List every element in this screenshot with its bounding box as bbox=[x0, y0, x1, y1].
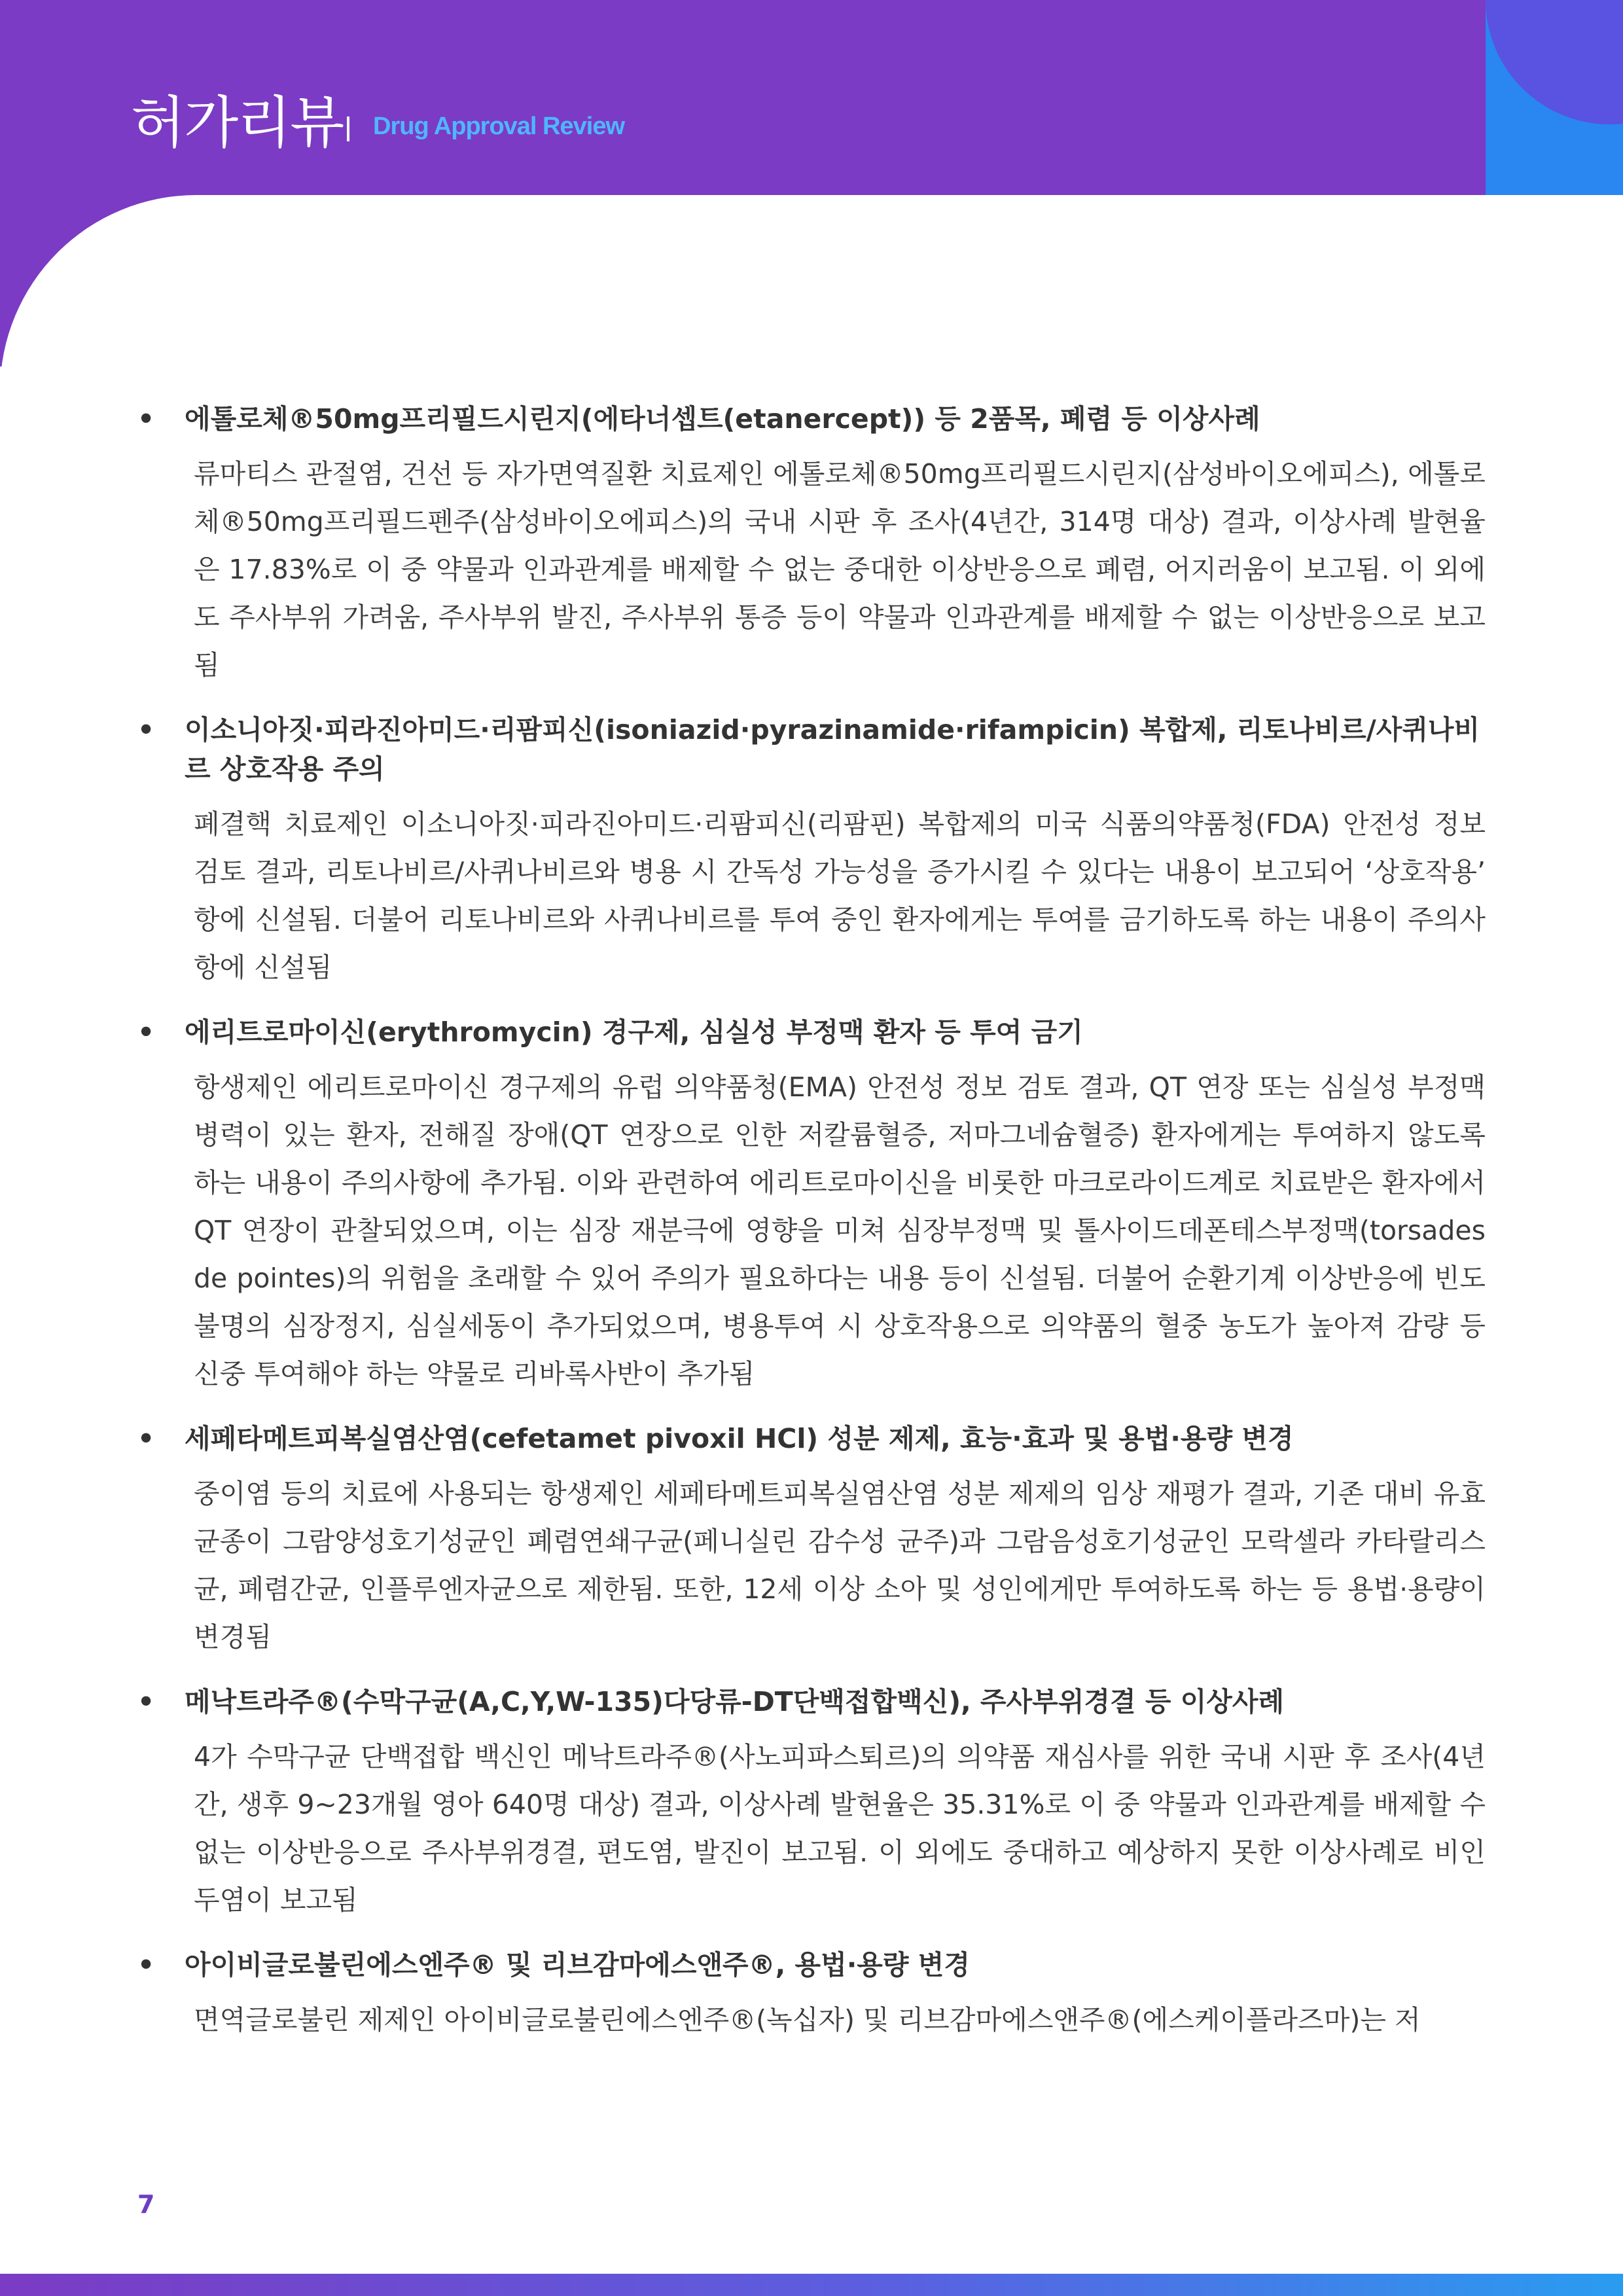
item-title-text: 메낙트라주®(수막구균(A,C,Y,W-135)다당류-DT단백접합백신), 주사부위경결 등 이상사례 bbox=[185, 1686, 1285, 1717]
item-body: 류마티스 관절염, 건선 등 자가면역질환 치료제인 에톨로체®50mg프리필드시린지(삼성바이오에피스), 에톨로체®50mg프리필드펜주(삼성바이오에피스)의 국내 시판 후 조사(4년간, 314명 대상) 결과, 이상사례 발현율은 17.83%로 이 중 약물과 인과관계를 배제할 수 없는 중대한 이상반응으로 폐렴, 어지러움이 보고됨. 이 외에도 주사부위 가려움, 주사부위 발진, 주사부위 통증 등이 약물과 인과관계를 배제할 수 없는 이상반응으로 보고됨 bbox=[194, 458, 1486, 681]
bullet-icon: • bbox=[137, 1949, 155, 1981]
footer-gradient-bar bbox=[0, 2274, 1623, 2296]
item-body: 중이염 등의 치료에 사용되는 항생제인 세페타메트피복실염산염 성분 제제의 임상 재평가 결과, 기존 대비 유효균종이 그람양성호기성균인 폐렴연쇄구균(페니실린 감수성 균주)과 그람음성호기성균인 모락셀라 카타랄리스균, 폐렴간균, 인플루엔자균으로 제한됨. 또한, 12세 이상 소아 및 성인에게만 투여하도록 하는 등 용법·용량이 변경됨 bbox=[194, 1478, 1486, 1653]
item-heading bbox=[137, 399, 1486, 439]
section-title: 허가리뷰 bbox=[131, 90, 344, 156]
list-item bbox=[137, 1419, 1486, 1661]
bullet-icon: • bbox=[137, 1686, 155, 1717]
review-list bbox=[137, 399, 1486, 2065]
bullet-icon: • bbox=[137, 1016, 155, 1048]
bullet-icon: • bbox=[137, 403, 155, 435]
item-title-text: 아이비글로불린에스엔주® 및 리브감마에스앤주®, 용법·용량 변경 bbox=[185, 1949, 970, 1981]
item-title-text: 이소니아짓·피라진아미드·리팜피신(isoniazid·pyrazinamide·rifampicin) 복합제, 리토나비르/사퀴나비르 상호작용 주의 bbox=[185, 714, 1480, 785]
item-body: 폐결핵 치료제인 이소니아짓·피라진아미드·리팜피신(리팜핀) 복합제의 미국 식품의약품청(FDA) 안전성 정보 검토 결과, 리토나비르/사퀴나비르와 병용 시 간독성 가능성을 증가시킬 수 있다는 내용이 보고되어 ‘상호작용’ 항에 신설됨. 더불어 리토나비르와 사퀴나비르를 투여 중인 환자에게는 투여를 금기하도록 하는 내용이 주의사항에 신설됨 bbox=[194, 808, 1486, 983]
list-item bbox=[137, 1013, 1486, 1398]
item-body: 면역글로불린 제제인 아이비글로불린에스엔주®(녹십자) 및 리브감마에스앤주®(에스케이플라즈마)는 저 bbox=[194, 2004, 1421, 2036]
item-heading bbox=[137, 1945, 1486, 1984]
section-subtitle: Drug Approval Review bbox=[373, 113, 625, 140]
list-item bbox=[137, 1682, 1486, 1924]
item-heading bbox=[137, 1419, 1486, 1458]
bullet-icon: • bbox=[137, 1423, 155, 1454]
item-title-text: 세페타메트피복실염산염(cefetamet pivoxil HCl) 성분 제제, 효능·효과 및 용법·용량 변경 bbox=[185, 1423, 1294, 1454]
list-item bbox=[137, 1945, 1486, 2044]
item-title-text: 에톨로체®50mg프리필드시린지(에타너셉트(etanercept)) 등 2품목, 폐렴 등 이상사례 bbox=[185, 403, 1260, 435]
list-item bbox=[137, 710, 1486, 992]
title-separator bbox=[347, 117, 349, 141]
list-item bbox=[137, 399, 1486, 689]
item-heading bbox=[137, 710, 1486, 789]
item-title-text: 에리트로마이신(erythromycin) 경구제, 심실성 부정맥 환자 등 투여 금기 bbox=[185, 1016, 1083, 1048]
item-body: 4가 수막구균 단백접합 백신인 메낙트라주®(사노피파스퇴르)의 의약품 재심사를 위한 국내 시판 후 조사(4년간, 생후 9~23개월 영아 640명 대상) 결과, 이상사례 발현율은 35.31%로 이 중 약물과 인과관계를 배제할 수 없는 이상반응으로 주사부위경결, 편도염, 발진이 보고됨. 이 외에도 중대하고 예상하지 못한 이상사례로 비인두염이 보고됨 bbox=[194, 1741, 1486, 1916]
item-body: 항생제인 에리트로마이신 경구제의 유럽 의약품청(EMA) 안전성 정보 검토 결과, QT 연장 또는 심실성 부정맥 병력이 있는 환자, 전해질 장애(QT 연장으로 인한 저칼륨혈증, 저마그네슘혈증) 환자에게는 투여하지 않도록 하는 내용이 주의사항에 추가됨. 이와 관련하여 에리트로마이신을 비롯한 마크로라이드계로 치료받은 환자에서 QT 연장이 관찰되었으며, 이는 심장 재분극에 영향을 미쳐 심장부정맥 및 톨사이드데폰테스부정맥(torsades de pointes)의 위험을 초래할 수 있어 주의가 필요하다는 내용 등이 신설됨. 더불어 순환기계 이상반응에 빈도불명의 심장정지, 심실세동이 추가되었으며, 병용투여 시 상호작용으로 의약품의 혈중 농도가 높아져 감량 등 신중 투여해야 하는 약물로 리바록사반이 추가됨 bbox=[194, 1071, 1486, 1390]
page-number: 7 bbox=[137, 2190, 155, 2219]
item-heading bbox=[137, 1013, 1486, 1052]
item-heading bbox=[137, 1682, 1486, 1721]
bullet-icon: • bbox=[137, 714, 155, 745]
